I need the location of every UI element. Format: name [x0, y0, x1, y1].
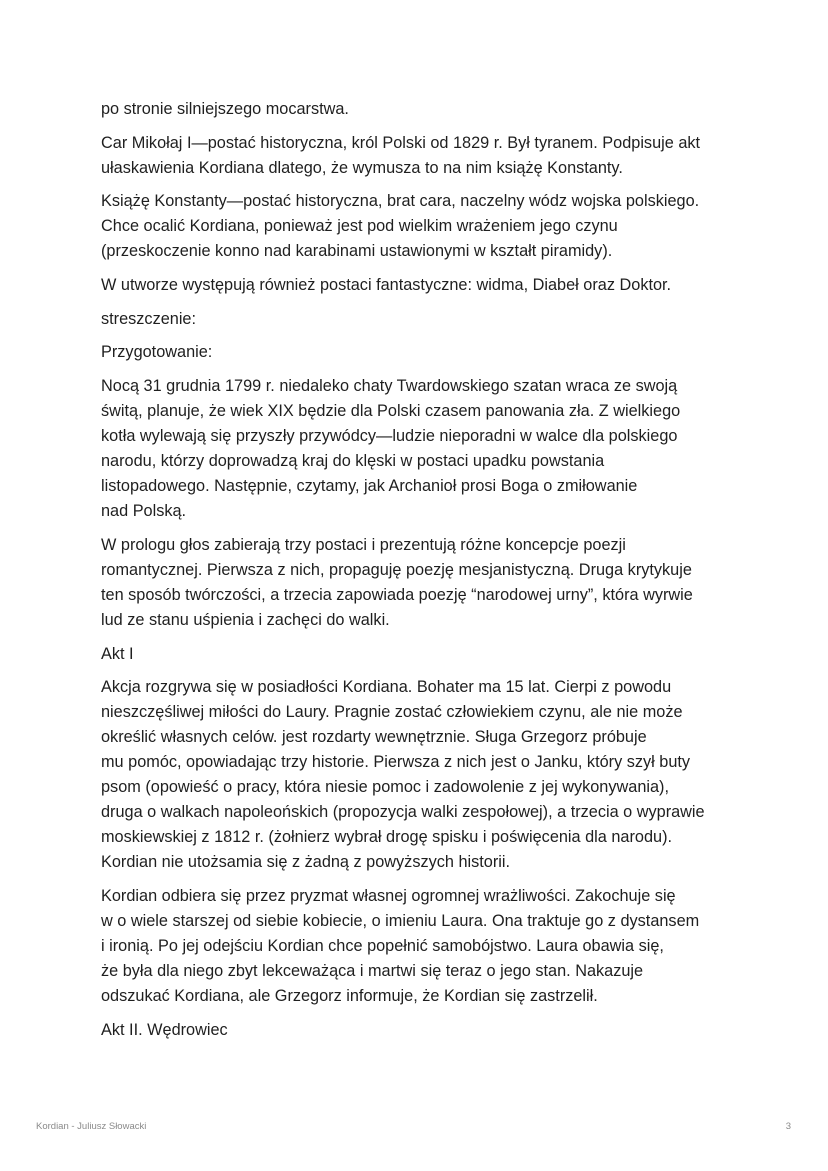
text-line: po stronie silniejszego mocarstwa. — [101, 100, 349, 118]
paragraph — [101, 131, 741, 181]
document-body — [101, 97, 741, 1051]
text-line: psom (opowieść o pracy, która niesie pomoc i zadowolenie z jej wykonywania), — [101, 778, 669, 797]
page-number: 3 — [785, 1121, 791, 1132]
text-line: kotła wylewają się przyszły przywódcy—ludzie nieporadni w walce dla polskiego — [101, 427, 678, 446]
text-line: określić własnych celów. jest rozdarty wewnętrznie. Sługa Grzegorz próbuje — [101, 728, 647, 747]
text-line: nieszczęśliwej miłości do Laury. Pragnie zostać człowiekiem czynu, ale nie może — [101, 703, 683, 722]
paragraph — [101, 1018, 741, 1043]
text-line: Kordian odbiera się przez pryzmat własnej ogromnej wrażliwości. Zakochuje się — [101, 886, 676, 905]
paragraph — [101, 97, 741, 122]
text-line: mu pomóc, opowiadając trzy historie. Pierwsza z nich jest o Janku, który szył buty — [101, 753, 691, 772]
text-line: listopadowego. Następnie, czytamy, jak Archanioł prosi Boga o zmiłowanie — [101, 477, 638, 496]
text-line: Akcja rozgrywa się w posiadłości Kordiana. Bohater ma 15 lat. Cierpi z powodu — [101, 678, 672, 697]
text-line: W prologu głos zabierają trzy postaci i prezentują różne koncepcje poezji — [101, 535, 626, 554]
text-line: W utworze występują również postaci fantastyczne: widma, Diabeł oraz Doktor. — [101, 276, 672, 295]
text-line: Nocą 31 grudnia 1799 r. niedaleko chaty Twardowskiego szatan wraca ze swoją — [101, 377, 678, 396]
text-line: streszczenie: — [101, 309, 197, 328]
text-line: Książę Konstanty—postać historyczna, brat cara, naczelny wódz wojska polskiego. — [101, 192, 700, 211]
paragraph — [101, 273, 741, 298]
text-line: romantycznej. Pierwsza z nich, propaguję poezję mesjanistyczną. Druga krytykuje — [101, 560, 692, 579]
text-line: Akt I — [101, 644, 134, 663]
text-line: odszukać Kordiana, ale Grzegorz informuje, że Kordian się zastrzelił. — [101, 986, 598, 1005]
text-line: lud ze stanu uśpienia i zachęci do walki. — [101, 610, 390, 629]
paragraph — [101, 374, 741, 524]
text-line: ułaskawienia Kordiana dlatego, że wymusza to na nim książę Konstanty. — [101, 158, 623, 177]
paragraph — [101, 189, 741, 264]
text-line: Akt II. Wędrowiec — [101, 1020, 228, 1039]
paragraph — [101, 340, 741, 365]
text-line: w o wiele starszej od siebie kobiecie, o imieniu Laura. Ona traktuje go z dystansem — [101, 911, 700, 930]
text-line: nad Polską. — [101, 502, 187, 521]
text-line: Kordian nie utożsamia się z żadną z powyższych historii. — [101, 853, 511, 872]
paragraph — [101, 307, 741, 332]
paragraph — [101, 884, 741, 1009]
text-line: że była dla niego zbyt lekceważąca i martwi się teraz o jego stan. Nakazuje — [101, 961, 644, 980]
text-line: moskiewskiej z 1812 r. (żołnierz wybrał drogę spisku i poświęcenia dla narodu). — [101, 828, 673, 847]
text-line: (przeskoczenie konno nad karabinami ustawionymi w kształt piramidy). — [101, 242, 613, 261]
text-line: i ironią. Po jej odejściu Kordian chce popełnić samobójstwo. Laura obawia się, — [101, 936, 664, 955]
paragraph — [101, 675, 741, 875]
text-line: druga o walkach napoleońskich (propozycja walki zespołowej), a trzecia o wyprawie — [101, 803, 705, 822]
text-line: Car Mikołaj I—postać historyczna, król Polski od 1829 r. Był tyranem. Podpisuje akt — [101, 133, 701, 152]
text-line: Przygotowanie: — [101, 343, 213, 362]
text-line: narodu, którzy doprowadzą kraj do klęski w postaci upadku powstania — [101, 452, 605, 471]
text-line: ten sposób twórczości, a trzecia zapowiada poezję “narodowej urny”, która wyrwie — [101, 585, 693, 604]
text-line: Chce ocalić Kordiana, ponieważ jest pod wielkim wrażeniem jego czynu — [101, 217, 618, 236]
paragraph — [101, 533, 741, 633]
footer-title: Kordian - Juliusz Słowacki — [36, 1121, 147, 1132]
text-line: świtą, planuje, że wiek XIX będzie dla Polski czasem panowania zła. Z wielkiego — [101, 402, 681, 421]
paragraph — [101, 642, 741, 667]
